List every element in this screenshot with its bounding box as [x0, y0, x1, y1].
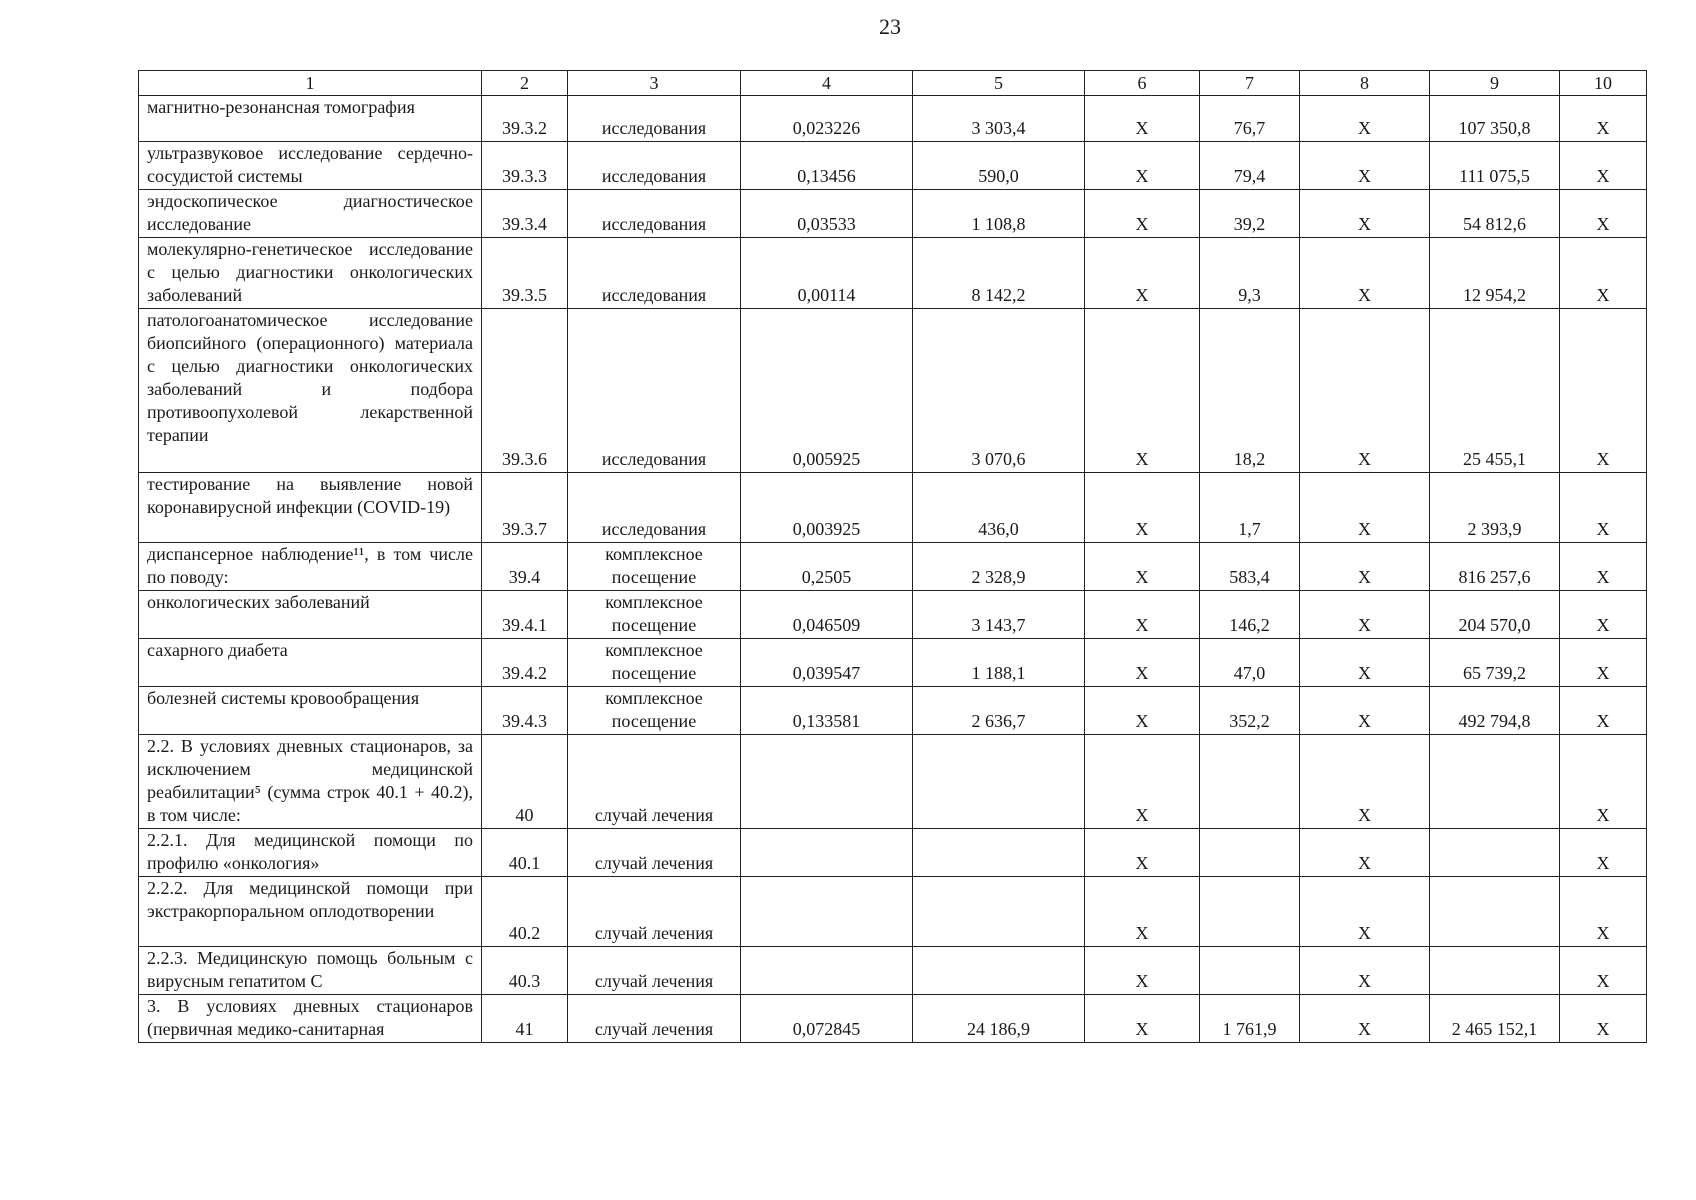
- header-cell: 2: [482, 71, 568, 96]
- indicator-name-cell: 2.2.3. Медицинскую помощь больным с вирусным гепатитом С: [139, 947, 482, 995]
- indicator-name-cell: диспансерное наблюдение¹¹, в том числе по поводу:: [139, 543, 482, 591]
- col6-value-cell: Х: [1085, 591, 1200, 639]
- col6-value-cell: Х: [1085, 473, 1200, 543]
- col7-value-cell: 352,2: [1200, 687, 1300, 735]
- header-cell: 4: [741, 71, 913, 96]
- col9-value-cell: 2 465 152,1: [1430, 995, 1560, 1043]
- col6-value-cell: Х: [1085, 142, 1200, 190]
- col7-value-cell: [1200, 877, 1300, 947]
- unit-cell: исследования: [568, 238, 741, 309]
- col8-value-cell: Х: [1300, 829, 1430, 877]
- cost-norm-cell: 436,0: [913, 473, 1085, 543]
- row-code-cell: 39.4.3: [482, 687, 568, 735]
- unit-cell: случай лечения: [568, 735, 741, 829]
- cost-norm-cell: [913, 947, 1085, 995]
- unit-cell: случай лечения: [568, 995, 741, 1043]
- unit-cell: исследования: [568, 473, 741, 543]
- col8-value-cell: Х: [1300, 877, 1430, 947]
- col8-value-cell: Х: [1300, 309, 1430, 473]
- col8-value-cell: Х: [1300, 947, 1430, 995]
- indicator-name-cell: 2.2.2. Для медицинской помощи при экстракорпоральном оплодотворении: [139, 877, 482, 947]
- col6-value-cell: Х: [1085, 877, 1200, 947]
- col6-value-cell: Х: [1085, 639, 1200, 687]
- col8-value-cell: Х: [1300, 591, 1430, 639]
- row-code-cell: 39.4.1: [482, 591, 568, 639]
- table-row: [139, 829, 1647, 877]
- cost-norm-cell: 1 188,1: [913, 639, 1085, 687]
- indicator-name-cell: магнитно-резонансная томография: [139, 96, 482, 142]
- volume-norm-cell: 0,03533: [741, 190, 913, 238]
- col9-value-cell: 65 739,2: [1430, 639, 1560, 687]
- table-row: [139, 190, 1647, 238]
- col9-value-cell: 25 455,1: [1430, 309, 1560, 473]
- unit-cell: исследования: [568, 96, 741, 142]
- volume-norm-cell: [741, 877, 913, 947]
- unit-cell: комплексное посещение: [568, 543, 741, 591]
- cost-norm-cell: 2 328,9: [913, 543, 1085, 591]
- col10-value-cell: Х: [1560, 947, 1647, 995]
- row-code-cell: 39.3.5: [482, 238, 568, 309]
- table-row: [139, 238, 1647, 309]
- unit-cell: случай лечения: [568, 829, 741, 877]
- col9-value-cell: 107 350,8: [1430, 96, 1560, 142]
- col6-value-cell: Х: [1085, 309, 1200, 473]
- col10-value-cell: Х: [1560, 473, 1647, 543]
- indicator-name-cell: сахарного диабета: [139, 639, 482, 687]
- col8-value-cell: Х: [1300, 238, 1430, 309]
- page-number: 23: [879, 14, 901, 39]
- col9-value-cell: 2 393,9: [1430, 473, 1560, 543]
- unit-cell: комплексное посещение: [568, 591, 741, 639]
- header-cell: 8: [1300, 71, 1430, 96]
- cost-norm-cell: 2 636,7: [913, 687, 1085, 735]
- col10-value-cell: Х: [1560, 238, 1647, 309]
- col6-value-cell: Х: [1085, 947, 1200, 995]
- row-code-cell: 40.2: [482, 877, 568, 947]
- unit-cell: исследования: [568, 142, 741, 190]
- col10-value-cell: Х: [1560, 639, 1647, 687]
- col7-value-cell: 146,2: [1200, 591, 1300, 639]
- volume-norm-cell: 0,13456: [741, 142, 913, 190]
- cost-norm-cell: 1 108,8: [913, 190, 1085, 238]
- table-row: [139, 309, 1647, 473]
- col6-value-cell: Х: [1085, 238, 1200, 309]
- cost-norm-cell: [913, 877, 1085, 947]
- row-code-cell: 39.3.2: [482, 96, 568, 142]
- header-cell: 1: [139, 71, 482, 96]
- row-code-cell: 39.3.3: [482, 142, 568, 190]
- volume-norm-cell: [741, 735, 913, 829]
- unit-cell: исследования: [568, 190, 741, 238]
- unit-cell: комплексное посещение: [568, 687, 741, 735]
- col7-value-cell: 39,2: [1200, 190, 1300, 238]
- col10-value-cell: Х: [1560, 309, 1647, 473]
- cost-norm-cell: 3 070,6: [913, 309, 1085, 473]
- data-table: [138, 70, 1647, 1043]
- col9-value-cell: [1430, 877, 1560, 947]
- col9-value-cell: 492 794,8: [1430, 687, 1560, 735]
- unit-cell: случай лечения: [568, 877, 741, 947]
- col8-value-cell: Х: [1300, 190, 1430, 238]
- unit-cell: комплексное посещение: [568, 639, 741, 687]
- cost-norm-cell: 3 303,4: [913, 96, 1085, 142]
- col10-value-cell: Х: [1560, 96, 1647, 142]
- col7-value-cell: 583,4: [1200, 543, 1300, 591]
- row-code-cell: 40.1: [482, 829, 568, 877]
- header-row: [139, 71, 1647, 96]
- indicator-name-cell: молекулярно-генетическое исследование с целью диагностики онкологических заболеваний: [139, 238, 482, 309]
- col6-value-cell: Х: [1085, 735, 1200, 829]
- col6-value-cell: Х: [1085, 96, 1200, 142]
- col7-value-cell: [1200, 947, 1300, 995]
- col8-value-cell: Х: [1300, 96, 1430, 142]
- col7-value-cell: 76,7: [1200, 96, 1300, 142]
- col7-value-cell: 79,4: [1200, 142, 1300, 190]
- indicator-name-cell: 2.2. В условиях дневных стационаров, за исключением медицинской реабилитации⁵ (сумма строк 40.1 + 40.2), в том числе:: [139, 735, 482, 829]
- col10-value-cell: Х: [1560, 877, 1647, 947]
- unit-cell: исследования: [568, 309, 741, 473]
- volume-norm-cell: 0,005925: [741, 309, 913, 473]
- col10-value-cell: Х: [1560, 995, 1647, 1043]
- col8-value-cell: Х: [1300, 687, 1430, 735]
- cost-norm-cell: 590,0: [913, 142, 1085, 190]
- col9-value-cell: 111 075,5: [1430, 142, 1560, 190]
- cost-norm-cell: 3 143,7: [913, 591, 1085, 639]
- col10-value-cell: Х: [1560, 190, 1647, 238]
- header-cell: 7: [1200, 71, 1300, 96]
- col7-value-cell: 1,7: [1200, 473, 1300, 543]
- col6-value-cell: Х: [1085, 995, 1200, 1043]
- header-cell: 10: [1560, 71, 1647, 96]
- row-code-cell: 39.4: [482, 543, 568, 591]
- indicator-name-cell: 3. В условиях дневных стационаров (первичная медико-санитарная: [139, 995, 482, 1043]
- cost-norm-cell: 8 142,2: [913, 238, 1085, 309]
- col7-value-cell: 47,0: [1200, 639, 1300, 687]
- col10-value-cell: Х: [1560, 735, 1647, 829]
- indicator-name-cell: тестирование на выявление новой коронавирусной инфекции (COVID-19): [139, 473, 482, 543]
- col8-value-cell: Х: [1300, 995, 1430, 1043]
- row-code-cell: 39.3.6: [482, 309, 568, 473]
- table-row: [139, 591, 1647, 639]
- volume-norm-cell: 0,072845: [741, 995, 913, 1043]
- volume-norm-cell: 0,00114: [741, 238, 913, 309]
- volume-norm-cell: 0,2505: [741, 543, 913, 591]
- row-code-cell: 40: [482, 735, 568, 829]
- table-row: [139, 735, 1647, 829]
- col9-value-cell: 204 570,0: [1430, 591, 1560, 639]
- col8-value-cell: Х: [1300, 142, 1430, 190]
- col9-value-cell: [1430, 829, 1560, 877]
- header-cell: 3: [568, 71, 741, 96]
- volume-norm-cell: 0,133581: [741, 687, 913, 735]
- indicator-name-cell: патологоанатомическое исследование биопсийного (операционного) материала с целью диагностики онкологических заболеваний и подбора противоопухолевой лекарственной терапии: [139, 309, 482, 473]
- indicator-name-cell: ультразвуковое исследование сердечно-сосудистой системы: [139, 142, 482, 190]
- table-row: [139, 639, 1647, 687]
- table-row: [139, 877, 1647, 947]
- col6-value-cell: Х: [1085, 687, 1200, 735]
- col9-value-cell: 816 257,6: [1430, 543, 1560, 591]
- col10-value-cell: Х: [1560, 543, 1647, 591]
- col7-value-cell: 9,3: [1200, 238, 1300, 309]
- col10-value-cell: Х: [1560, 142, 1647, 190]
- volume-norm-cell: [741, 829, 913, 877]
- cost-norm-cell: [913, 735, 1085, 829]
- volume-norm-cell: 0,023226: [741, 96, 913, 142]
- table-row: [139, 543, 1647, 591]
- volume-norm-cell: 0,046509: [741, 591, 913, 639]
- indicator-name-cell: 2.2.1. Для медицинской помощи по профилю «онкология»: [139, 829, 482, 877]
- cost-norm-cell: 24 186,9: [913, 995, 1085, 1043]
- volume-norm-cell: [741, 947, 913, 995]
- table-row: [139, 473, 1647, 543]
- col10-value-cell: Х: [1560, 591, 1647, 639]
- col9-value-cell: 12 954,2: [1430, 238, 1560, 309]
- indicator-name-cell: онкологических заболеваний: [139, 591, 482, 639]
- col10-value-cell: Х: [1560, 687, 1647, 735]
- indicator-name-cell: эндоскопическое диагностическое исследование: [139, 190, 482, 238]
- row-code-cell: 40.3: [482, 947, 568, 995]
- col9-value-cell: 54 812,6: [1430, 190, 1560, 238]
- col7-value-cell: [1200, 735, 1300, 829]
- indicator-name-cell: болезней системы кровообращения: [139, 687, 482, 735]
- col6-value-cell: Х: [1085, 190, 1200, 238]
- table-row: [139, 995, 1647, 1043]
- col8-value-cell: Х: [1300, 639, 1430, 687]
- row-code-cell: 41: [482, 995, 568, 1043]
- table-row: [139, 947, 1647, 995]
- volume-norm-cell: 0,039547: [741, 639, 913, 687]
- cost-norm-cell: [913, 829, 1085, 877]
- header-cell: 6: [1085, 71, 1200, 96]
- header-cell: 9: [1430, 71, 1560, 96]
- row-code-cell: 39.3.4: [482, 190, 568, 238]
- row-code-cell: 39.4.2: [482, 639, 568, 687]
- col6-value-cell: Х: [1085, 829, 1200, 877]
- row-code-cell: 39.3.7: [482, 473, 568, 543]
- header-cell: 5: [913, 71, 1085, 96]
- col6-value-cell: Х: [1085, 543, 1200, 591]
- table-row: [139, 142, 1647, 190]
- col8-value-cell: Х: [1300, 473, 1430, 543]
- col7-value-cell: 1 761,9: [1200, 995, 1300, 1043]
- unit-cell: случай лечения: [568, 947, 741, 995]
- col8-value-cell: Х: [1300, 735, 1430, 829]
- table-row: [139, 687, 1647, 735]
- col9-value-cell: [1430, 735, 1560, 829]
- col10-value-cell: Х: [1560, 829, 1647, 877]
- col8-value-cell: Х: [1300, 543, 1430, 591]
- table-row: [139, 96, 1647, 142]
- col9-value-cell: [1430, 947, 1560, 995]
- volume-norm-cell: 0,003925: [741, 473, 913, 543]
- col7-value-cell: [1200, 829, 1300, 877]
- col7-value-cell: 18,2: [1200, 309, 1300, 473]
